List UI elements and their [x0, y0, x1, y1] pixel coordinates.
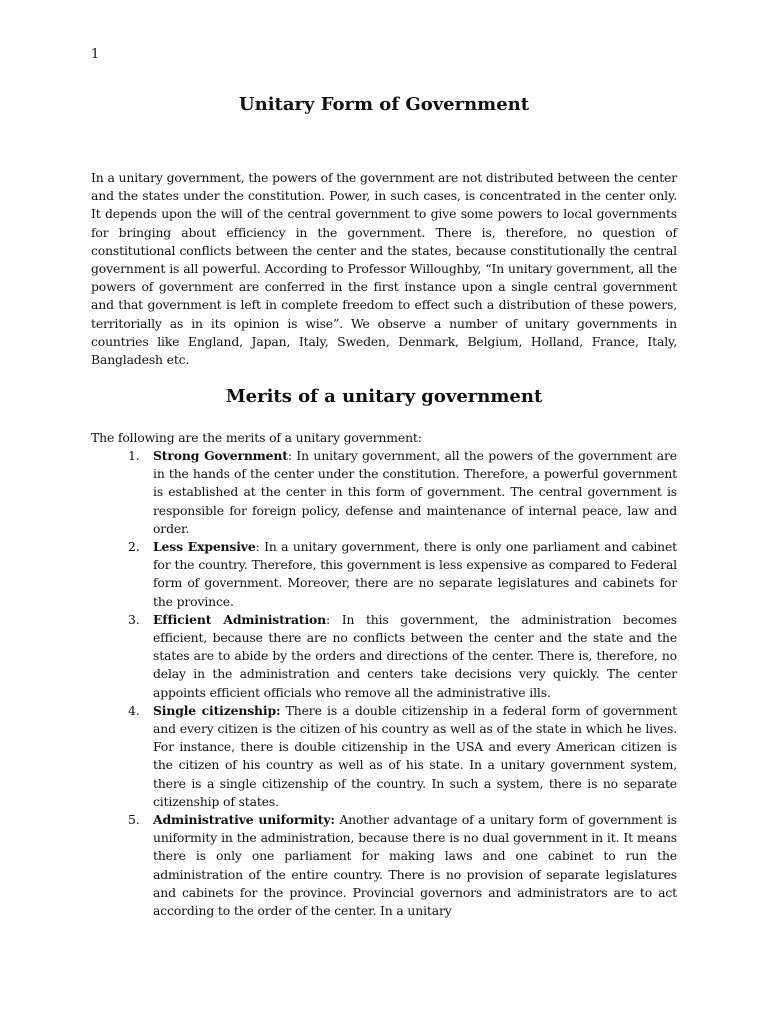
merit-item — [91, 811, 677, 920]
merit-item — [91, 538, 677, 611]
merit-number: 2. — [128, 539, 140, 555]
merit-text: Another advantage of a unitary form of government is uniformity in the administration, because there is no dual government in it. It means there is only one parliament for making laws and one cabinet to run the administration of the entire country. There is no provision of separate legislatures and cabinets for the province. Provincial governors and administrators are to act according to the order of the center. In a unitary — [153, 812, 677, 919]
merit-item — [91, 702, 677, 811]
merits-intro: The following are the merits of a unitary government: — [91, 430, 422, 445]
merit-item — [91, 611, 677, 702]
merit-number: 5. — [128, 812, 140, 828]
merit-term: Less Expensive — [153, 539, 256, 555]
merit-separator: : — [326, 611, 331, 627]
merits-heading: Merits of a unitary government — [225, 386, 543, 407]
merit-number: 3. — [128, 611, 140, 627]
merit-text: In unitary government, all the powers of the government are in the hands of the center under the constitution. Therefore, a powerful government is established at the center in this form of government. The central government is responsible for foreign policy, defense and maintenance of internal peace, law and order. — [153, 448, 677, 536]
merit-separator: : — [287, 448, 292, 463]
merit-text: In this government, the administration becomes efficient, because there are no conflicts between the center and the state and the states are to abide by the orders and directions of the center. There is, therefore, no delay in the administration and centers take decisions very quickly. The center appoints efficient officials who remove all the administrative ills. — [153, 611, 677, 700]
page-number: 1 — [91, 47, 100, 62]
merit-separator: : — [255, 539, 260, 555]
document-title: Unitary Form of Government — [238, 94, 530, 115]
merit-term: Single citizenship: — [153, 702, 281, 718]
merit-item — [91, 447, 677, 538]
merit-term: Strong Government — [153, 448, 288, 463]
merit-number: 4. — [128, 702, 140, 718]
merit-number: 1. — [128, 448, 140, 463]
merit-text: In a unitary government, there is only one parliament and cabinet for the country. Therefore, this government is less expensive as compared to Federal form of government. Moreover, there are no separate legislatures and cabinets for the province. — [153, 539, 677, 609]
intro-paragraph: In a unitary government, the powers of the government are not distributed between the center and the states under the constitution. Power, in such cases, is concentrated in the center only. It depends upon the will of the central government to give some powers to local governments for bringing about efficiency in the government. There is, therefore, no question of constitutional conflicts between the center and the states, because constitutionally the central government is all powerful. According to Professor Willoughby, “In unitary government, all the powers of government are conferred in the first instance upon a single central government and that government is left in complete freedom to effect such a distribution of these powers, territorially as in its opinion is wise”. We observe a number of unitary governments in countries like England, Japan, Italy, Sweden, Denmark, Belgium, Holland, France, Italy, Bangladesh etc. — [91, 170, 677, 368]
merit-term: Administrative uniformity: — [153, 812, 335, 828]
merit-text: There is a double citizenship in a federal form of government and every citizen is the citizen of his country as well as of the state in which he lives. For instance, there is double citizenship in the USA and every American citizen is the citizen of his country as well as of his state. In a unitary government system, there is a single citizenship of the country. In such a system, there is no separate citizenship of states. — [153, 702, 677, 809]
merit-term: Efficient Administration — [153, 611, 327, 627]
merits-list — [91, 447, 677, 920]
